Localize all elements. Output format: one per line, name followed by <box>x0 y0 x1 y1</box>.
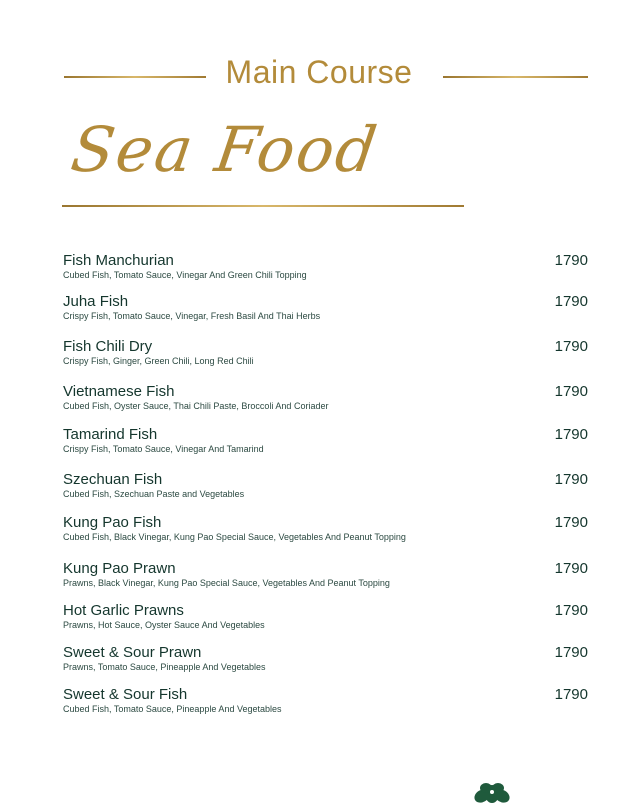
menu-item <box>63 252 588 292</box>
menu-item <box>63 644 588 684</box>
menu-item <box>63 383 588 423</box>
menu-item-price: 1790 <box>554 471 588 488</box>
menu-item-name: Sweet & Sour Prawn <box>63 644 202 661</box>
menu-item-name: Fish Chili Dry <box>63 338 153 355</box>
section-title-rule <box>62 205 464 207</box>
menu-item-price: 1790 <box>554 644 588 661</box>
menu-item-price: 1790 <box>554 426 588 443</box>
menu-item-name: Kung Pao Prawn <box>63 560 176 577</box>
menu-item <box>63 338 588 378</box>
menu-item-description: Crispy Fish, Ginger, Green Chili, Long Red Chili <box>63 356 254 366</box>
menu-item-description: Crispy Fish, Tomato Sauce, Vinegar, Fresh Basil And Thai Herbs <box>63 311 321 321</box>
menu-item <box>63 602 588 642</box>
menu-item-name: Tamarind Fish <box>63 426 158 443</box>
menu-item <box>63 686 588 726</box>
section-title: Sea Food <box>66 113 384 186</box>
menu-item-name: Hot Garlic Prawns <box>63 602 184 619</box>
hibiscus-flower-icon <box>470 780 514 808</box>
menu-item-description: Cubed Fish, Tomato Sauce, Vinegar And Green Chili Topping <box>63 270 307 280</box>
menu-item-description: Cubed Fish, Black Vinegar, Kung Pao Special Sauce, Vegetables And Peanut Topping <box>63 532 406 542</box>
menu-item-description: Cubed Fish, Oyster Sauce, Thai Chili Paste, Broccoli And Coriader <box>63 401 329 411</box>
menu-item-description: Prawns, Tomato Sauce, Pineapple And Vegetables <box>63 662 266 672</box>
menu-item-price: 1790 <box>554 602 588 619</box>
menu-item-description: Cubed Fish, Szechuan Paste and Vegetables <box>63 489 245 499</box>
menu-item-name: Juha Fish <box>63 293 129 310</box>
menu-item <box>63 426 588 466</box>
menu-item-name: Szechuan Fish <box>63 471 163 488</box>
menu-item-name: Sweet & Sour Fish <box>63 686 188 703</box>
menu-item-price: 1790 <box>554 514 588 531</box>
menu-item-price: 1790 <box>554 686 588 703</box>
menu-item-price: 1790 <box>554 338 588 355</box>
menu-item-price: 1790 <box>554 252 588 269</box>
menu-item-price: 1790 <box>554 383 588 400</box>
menu-item-price: 1790 <box>554 560 588 577</box>
menu-item-description: Prawns, Black Vinegar, Kung Pao Special Sauce, Vegetables And Peanut Topping <box>63 578 390 588</box>
page-title: Main Course <box>225 54 413 90</box>
menu-item-price: 1790 <box>554 293 588 310</box>
menu-item-description: Crispy Fish, Tomato Sauce, Vinegar And Tamarind <box>63 444 264 454</box>
menu-item-name: Fish Manchurian <box>63 252 174 269</box>
header-rule-right <box>443 76 588 78</box>
menu-item-description: Cubed Fish, Tomato Sauce, Pineapple And Vegetables <box>63 704 282 714</box>
menu-item <box>63 471 588 511</box>
menu-item-description: Prawns, Hot Sauce, Oyster Sauce And Vegetables <box>63 620 265 630</box>
menu-item <box>63 514 588 554</box>
menu-item <box>63 560 588 600</box>
menu-item-name: Kung Pao Fish <box>63 514 162 531</box>
menu-item <box>63 293 588 333</box>
menu-item-name: Vietnamese Fish <box>63 383 175 400</box>
